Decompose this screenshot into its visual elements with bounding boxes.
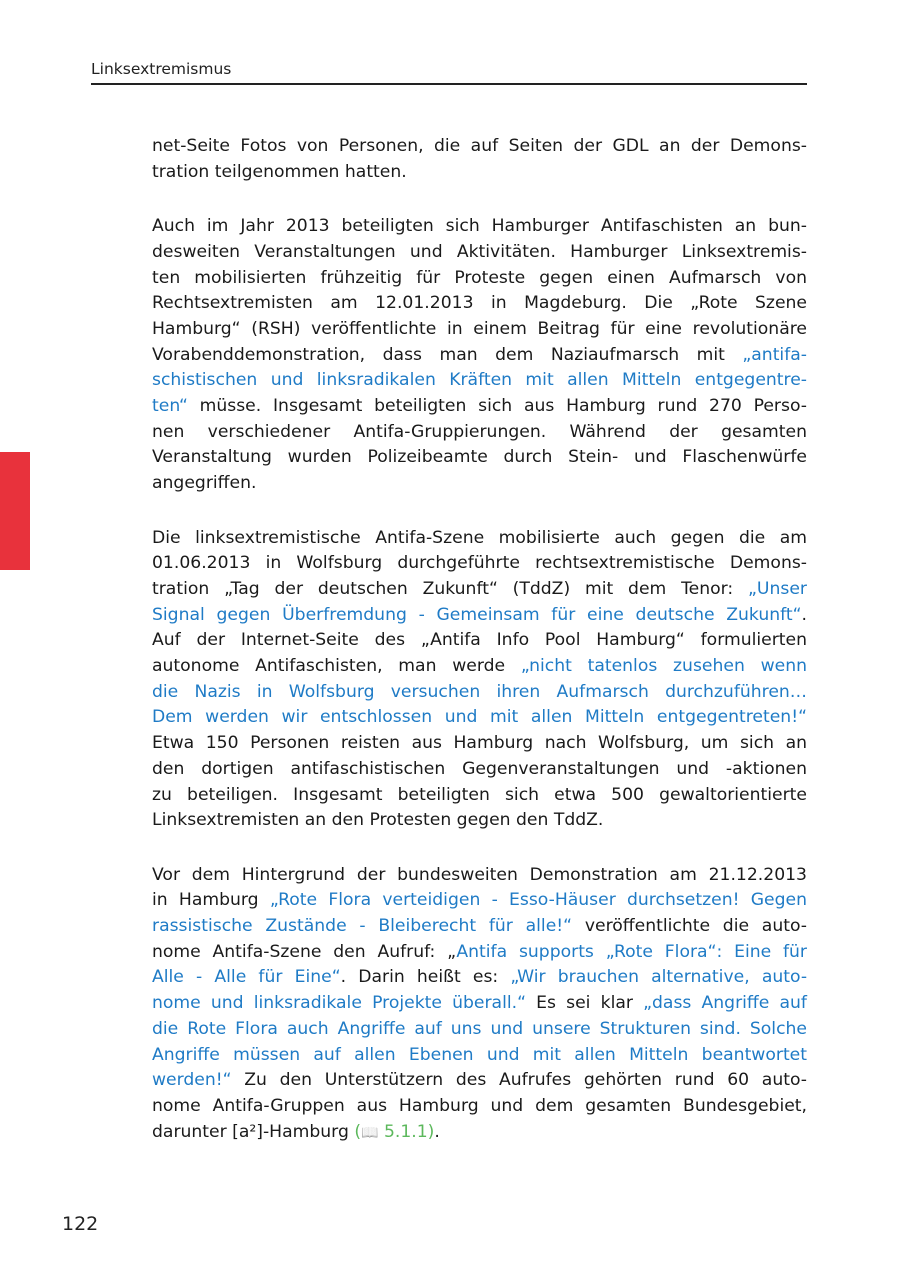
- quotation: „Rote Flora verteidigen - Esso-Häuser durchsetzen! Gegen: [269, 890, 807, 911]
- text-segment: müsse. Insgesamt beteiligten sich aus Hamburg rund 270 Perso-: [187, 396, 807, 417]
- text-line: [152, 965, 807, 991]
- quotation: nome und linksradikale Projekte überall.“: [152, 993, 527, 1014]
- quotation: rassistische Zustände - Bleiberecht für alle!“: [152, 916, 573, 937]
- header-rule: [91, 83, 807, 85]
- text-line: [152, 914, 807, 940]
- quotation: Antifa supports „Rote Flora“: Eine für: [456, 941, 808, 962]
- text-line: [152, 888, 807, 914]
- text-line: [152, 1068, 807, 1094]
- text-line: [152, 1017, 807, 1043]
- text-segment: Es sei klar: [526, 993, 644, 1014]
- text-segment: ten mobilisierten frühzeitig für Proteste gegen einen Aufmarsch von: [152, 267, 807, 288]
- section-reference-link[interactable]: 5.1.1): [378, 1121, 435, 1142]
- quotation: „Wir brauchen alternative, auto-: [510, 967, 808, 988]
- text-line: [152, 577, 807, 603]
- text-segment: angegriffen.: [152, 473, 257, 494]
- paragraph: [152, 134, 807, 185]
- text-line: [152, 757, 807, 783]
- text-line: [152, 526, 807, 552]
- text-line: [152, 343, 807, 369]
- text-line: [152, 1120, 807, 1147]
- text-line: [152, 551, 807, 577]
- quotation: „antifa-: [742, 344, 807, 365]
- text-segment: Die linksextremistische Antifa-Szene mobilisierte auch gegen die am: [152, 527, 807, 548]
- text-line: [152, 420, 807, 446]
- book-icon: 📖: [361, 1124, 379, 1141]
- text-segment: desweiten Veranstaltungen und Aktivitäten. Hamburger Linksextremis-: [152, 241, 807, 262]
- text-line: [152, 291, 807, 317]
- paragraph: [152, 214, 807, 497]
- quotation: schistischen und linksradikalen Kräften mit allen Mitteln entgegentre-: [152, 370, 807, 391]
- text-segment: nome Antifa-Szene den Aufruf: „: [152, 941, 457, 962]
- text-segment: Auf der Internet-Seite des „Antifa Info Pool Hamburg“ formulierten: [152, 630, 807, 651]
- text-segment: Zu den Unterstützern des Aufrufes gehörten rund 60 auto-: [231, 1070, 807, 1091]
- text-segment: Etwa 150 Personen reisten aus Hamburg nach Wolfsburg, um sich an: [152, 733, 807, 754]
- text-segment: .: [801, 604, 807, 625]
- text-line: [152, 783, 807, 809]
- text-line: [152, 680, 807, 706]
- text-line: [152, 1043, 807, 1069]
- text-segment: zu beteiligen. Insgesamt beteiligten sich etwa 500 gewaltorientierte: [152, 784, 807, 805]
- running-title: Linksextremismus: [91, 60, 232, 78]
- quotation: „nicht tatenlos zusehen wenn: [520, 656, 807, 677]
- text-line: [152, 1094, 807, 1120]
- text-segment: autonome Antifaschisten, man werde: [152, 656, 521, 677]
- text-segment: nen verschiedener Antifa-Gruppierungen. Während der gesamten: [152, 421, 807, 442]
- text-segment: Hamburg“ (RSH) veröffentlichte in einem Beitrag für eine revolutionäre: [152, 318, 807, 339]
- text-segment: Veranstaltung wurden Polizeibeamte durch Stein- und Flaschenwürfe: [152, 447, 807, 468]
- quotation: die Rote Flora auch Angriffe auf uns und unsere Strukturen sind. Solche: [152, 1018, 807, 1039]
- text-segment: in Hamburg: [152, 890, 270, 911]
- text-segment: tration teilgenommen hatten.: [152, 161, 407, 182]
- text-line: [152, 808, 807, 834]
- quotation: Signal gegen Überfremdung - Gemeinsam für eine deutsche Zukunft“: [152, 604, 802, 625]
- quotation: Angriffe müssen auf allen Ebenen und mit allen Mitteln beantwortet: [152, 1044, 807, 1065]
- text-line: [152, 214, 807, 240]
- quotation: „dass Angriffe auf: [643, 993, 807, 1014]
- text-segment: nome Antifa-Gruppen aus Hamburg und dem gesamten Bundesgebiet,: [152, 1095, 807, 1116]
- quotation: die Nazis in Wolfsburg versuchen ihren Aufmarsch durchzuführen…: [152, 681, 807, 702]
- text-segment: veröffentlichte die auto-: [572, 916, 808, 937]
- text-line: [152, 368, 807, 394]
- text-segment: 01.06.2013 in Wolfsburg durchgeführte rechtsextremistische Demons-: [152, 553, 807, 574]
- text-segment: . Darin heißt es:: [340, 967, 511, 988]
- body-text: [152, 134, 807, 1175]
- text-segment: den dortigen antifaschistischen Gegenveranstaltungen und -aktionen: [152, 758, 807, 779]
- text-segment: Rechtsextremisten am 12.01.2013 in Magdeburg. Die „Rote Szene: [152, 293, 807, 314]
- text-line: [152, 394, 807, 420]
- text-line: [152, 603, 807, 629]
- quotation: ten“: [152, 396, 188, 417]
- text-line: [152, 991, 807, 1017]
- text-line: [152, 731, 807, 757]
- paragraph: [152, 863, 807, 1147]
- text-segment: net-Seite Fotos von Personen, die auf Seiten der GDL an der Demons-: [152, 136, 807, 156]
- text-segment: Auch im Jahr 2013 beteiligten sich Hamburger Antifaschisten an bun-: [152, 216, 807, 237]
- text-line: [152, 160, 807, 186]
- chapter-side-tab: [0, 452, 30, 570]
- text-line: [152, 445, 807, 471]
- paragraph: [152, 526, 807, 834]
- text-segment: darunter [a²]-Hamburg: [152, 1121, 355, 1142]
- text-line: [152, 705, 807, 731]
- text-segment: Linksextremisten an den Protesten gegen den TddZ.: [152, 810, 604, 831]
- quotation: werden!“: [152, 1070, 232, 1091]
- text-segment: Vorabenddemonstration, dass man dem Naziaufmarsch mit: [152, 344, 743, 365]
- page-number: 122: [62, 1213, 99, 1235]
- text-segment: Vor dem Hintergrund der bundesweiten Demonstration am 21.12.2013: [152, 864, 807, 885]
- text-line: [152, 863, 807, 889]
- quotation: Alle - Alle für Eine“: [152, 967, 341, 988]
- text-segment: tration „Tag der deutschen Zukunft“ (TddZ) mit dem Tenor:: [152, 578, 749, 599]
- quotation: „Unser: [748, 578, 807, 599]
- text-line: [152, 628, 807, 654]
- text-line: [152, 134, 807, 160]
- text-line: [152, 654, 807, 680]
- section-reference: (: [354, 1121, 362, 1142]
- text-line: [152, 240, 807, 266]
- text-line: [152, 317, 807, 343]
- text-line: [152, 940, 807, 966]
- text-segment: .: [434, 1121, 440, 1142]
- quotation: Dem werden wir entschlossen und mit allen Mitteln entgegentreten!“: [152, 707, 807, 728]
- text-line: [152, 471, 807, 497]
- text-line: [152, 266, 807, 292]
